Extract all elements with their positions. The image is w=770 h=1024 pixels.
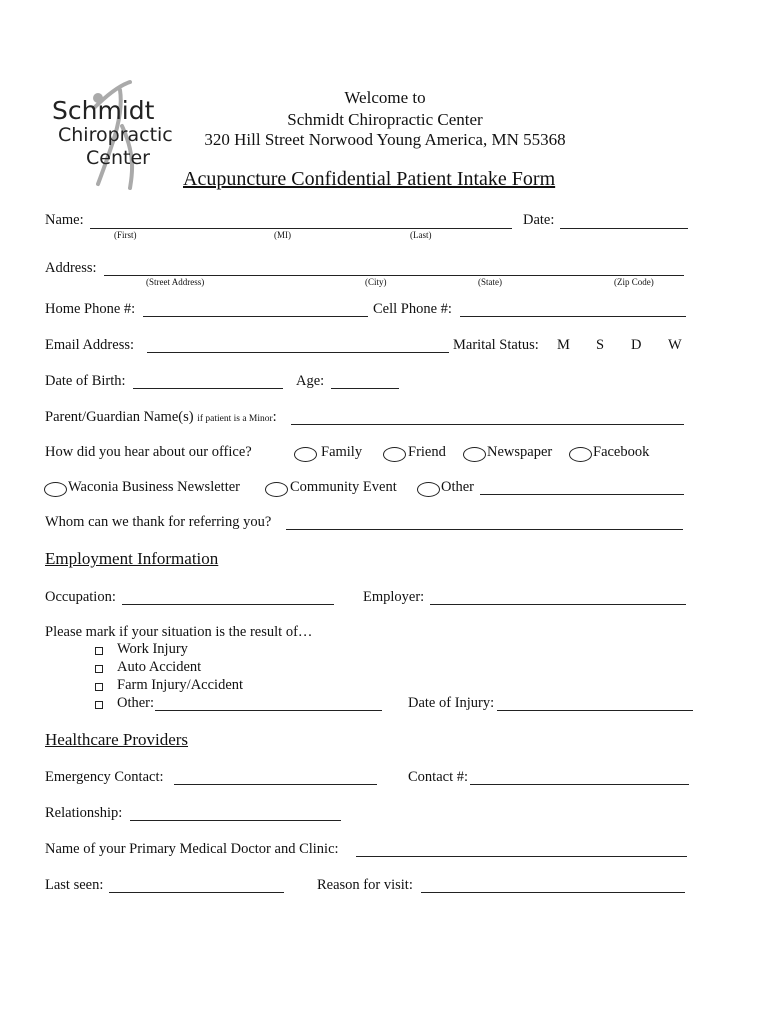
work-injury-label: Work Injury <box>117 641 188 657</box>
employer-label: Employer: <box>363 589 425 605</box>
marital-option-d[interactable]: D <box>631 337 642 353</box>
employment-heading: Employment Information <box>45 549 219 568</box>
referral-label: Whom can we thank for referring you? <box>45 514 272 530</box>
name-label: Name: <box>45 212 84 228</box>
marital-option-s[interactable]: S <box>596 337 605 353</box>
addr-zip-hint: (Zip Code) <box>614 277 654 287</box>
logo-line-3: Center <box>86 147 150 169</box>
date-label: Date: <box>523 212 555 228</box>
emergency-label: Emergency Contact: <box>45 769 164 785</box>
option-other-radio[interactable] <box>417 482 440 497</box>
name-first-hint: (First) <box>114 230 137 240</box>
work-injury-checkbox[interactable] <box>95 647 103 655</box>
option-friend-label: Friend <box>408 444 446 460</box>
home-phone-field[interactable] <box>143 316 368 317</box>
name-field[interactable] <box>90 228 512 229</box>
employer-field[interactable] <box>430 604 686 605</box>
cell-phone-field[interactable] <box>460 316 686 317</box>
auto-accident-checkbox[interactable] <box>95 665 103 673</box>
date-of-injury-label: Date of Injury: <box>408 695 495 711</box>
occupation-field[interactable] <box>122 604 334 605</box>
age-field[interactable] <box>331 388 399 389</box>
option-community-label: Community Event <box>290 479 397 495</box>
name-mi-hint: (MI) <box>274 230 291 240</box>
option-other-label: Other <box>441 479 475 495</box>
reason-label: Reason for visit: <box>317 877 413 893</box>
option-waconia-label: Waconia Business Newsletter <box>68 479 240 495</box>
guardian-field[interactable] <box>291 424 684 425</box>
relationship-field[interactable] <box>130 820 341 821</box>
option-newspaper-radio[interactable] <box>463 447 486 462</box>
addr-city-hint: (City) <box>365 277 387 287</box>
logo-line-1: Schmidt <box>52 96 155 125</box>
form-title: Acupuncture Confidential Patient Intake Form <box>183 168 556 190</box>
address-label: Address: <box>45 260 97 276</box>
option-newspaper-label: Newspaper <box>487 444 553 460</box>
primary-doctor-label: Name of your Primary Medical Doctor and Clinic: <box>45 841 339 857</box>
guardian-colon: : <box>272 409 277 425</box>
option-facebook-label: Facebook <box>593 444 650 460</box>
option-family-label: Family <box>321 444 363 460</box>
clinic-address: 320 Hill Street Norwood Young America, MN 55368 <box>204 130 566 149</box>
option-family-radio[interactable] <box>294 447 317 462</box>
farm-injury-label: Farm Injury/Accident <box>117 677 244 693</box>
primary-doctor-field[interactable] <box>356 856 687 857</box>
marital-label: Marital Status: <box>453 337 539 353</box>
option-friend-radio[interactable] <box>383 447 406 462</box>
last-seen-label: Last seen: <box>45 877 104 893</box>
welcome-text: Welcome to <box>344 88 426 107</box>
guardian-note: if patient is a Minor <box>197 414 273 424</box>
marital-option-w[interactable]: W <box>668 337 682 353</box>
marital-option-m[interactable]: M <box>557 337 570 353</box>
dob-label: Date of Birth: <box>45 373 126 389</box>
farm-injury-checkbox[interactable] <box>95 683 103 691</box>
other-injury-label: Other: <box>117 695 155 711</box>
providers-heading: Healthcare Providers <box>45 730 189 749</box>
date-of-injury-field[interactable] <box>497 710 693 711</box>
other-injury-field[interactable] <box>155 710 382 711</box>
contact-number-label: Contact #: <box>408 769 469 785</box>
clinic-name: Schmidt Chiropractic Center <box>287 110 483 129</box>
name-last-hint: (Last) <box>410 230 432 240</box>
date-field[interactable] <box>560 228 688 229</box>
other-source-field[interactable] <box>480 494 684 495</box>
cell-phone-label: Cell Phone #: <box>373 301 452 317</box>
emergency-field[interactable] <box>174 784 377 785</box>
guardian-label-text: Parent/Guardian Name(s) <box>45 409 194 425</box>
option-waconia-radio[interactable] <box>44 482 67 497</box>
reason-field[interactable] <box>421 892 685 893</box>
other-injury-checkbox[interactable] <box>95 701 103 709</box>
email-field[interactable] <box>147 352 449 353</box>
home-phone-label: Home Phone #: <box>45 301 136 317</box>
option-community-radio[interactable] <box>265 482 288 497</box>
logo-line-2: Chiropractic <box>58 124 173 146</box>
addr-state-hint: (State) <box>478 277 502 287</box>
contact-number-field[interactable] <box>470 784 689 785</box>
last-seen-field[interactable] <box>109 892 284 893</box>
address-field[interactable] <box>104 275 684 276</box>
option-facebook-radio[interactable] <box>569 447 592 462</box>
age-label: Age: <box>296 373 325 389</box>
hear-label: How did you hear about our office? <box>45 444 252 460</box>
referral-field[interactable] <box>286 529 683 530</box>
relationship-label: Relationship: <box>45 805 123 821</box>
guardian-label <box>45 409 277 426</box>
auto-accident-label: Auto Accident <box>117 659 202 675</box>
dob-field[interactable] <box>133 388 283 389</box>
email-label: Email Address: <box>45 337 135 353</box>
occupation-label: Occupation: <box>45 589 116 605</box>
situation-label: Please mark if your situation is the result of… <box>45 624 313 640</box>
addr-street-hint: (Street Address) <box>146 277 205 287</box>
